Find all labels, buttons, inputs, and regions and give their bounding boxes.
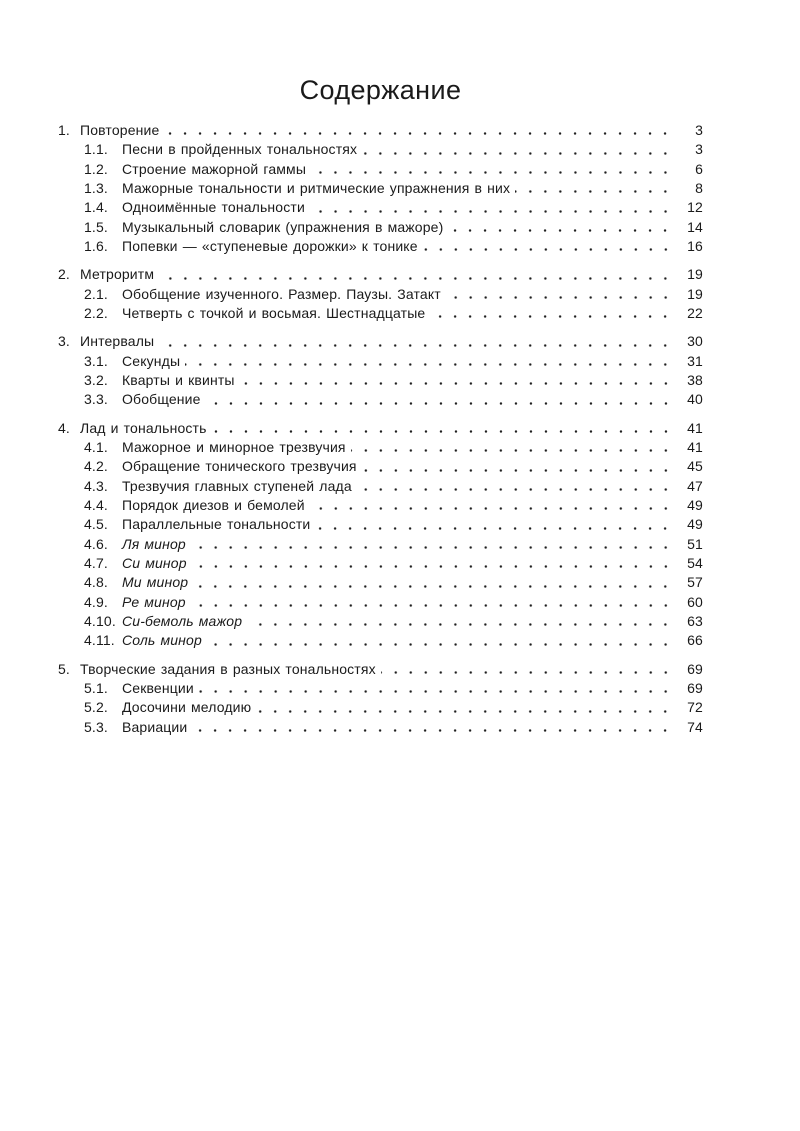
entry-page: 14 (687, 218, 703, 235)
entry-page: 12 (687, 199, 703, 216)
entry-page: 41 (687, 438, 703, 455)
entry-title: Одноимённые тональности (122, 199, 305, 216)
toc-entry (58, 660, 703, 679)
page-title: Содержание (299, 75, 462, 105)
toc-entry (58, 304, 703, 323)
toc-section (58, 265, 703, 323)
dot-leader (311, 160, 677, 179)
entry-page: 8 (695, 179, 703, 196)
toc-section (58, 660, 703, 737)
entry-number: 5. (58, 660, 70, 677)
toc-entry (58, 698, 703, 717)
dot-leader (159, 332, 677, 351)
entry-page: 22 (687, 304, 703, 321)
entry-number: 3. (58, 333, 70, 350)
entry-number: 4.8. (84, 574, 108, 591)
toc-section (58, 121, 703, 256)
entry-title: Си-бемоль мажор (122, 612, 243, 629)
dot-leader (362, 457, 677, 476)
toc-list (58, 121, 703, 737)
entry-page: 63 (687, 612, 703, 629)
entry-title: Параллельные тональности (122, 516, 311, 533)
toc-entry (58, 438, 703, 457)
entry-page: 38 (687, 371, 703, 388)
entry-number: 4.5. (84, 516, 108, 533)
entry-number: 2.1. (84, 285, 108, 302)
toc-entry (58, 679, 703, 698)
dot-leader (240, 371, 677, 390)
entry-page: 51 (687, 535, 703, 552)
dot-leader (381, 660, 677, 679)
entry-page: 45 (687, 458, 703, 475)
entry-title: Си минор (122, 554, 187, 571)
dot-leader (515, 179, 677, 198)
entry-page: 74 (687, 718, 703, 735)
entry-page: 47 (687, 477, 703, 494)
toc-entry (58, 390, 703, 409)
dot-leader (185, 352, 677, 371)
entry-number: 3.1. (84, 352, 108, 369)
dot-leader (247, 612, 677, 631)
toc-entry (58, 332, 703, 351)
dot-leader (206, 390, 677, 409)
entry-number: 1.4. (84, 199, 108, 216)
toc-section (58, 332, 703, 409)
dot-leader (362, 140, 677, 159)
entry-title: Мажорные тональности и ритмические упражнения в них (122, 179, 511, 196)
entry-page: 66 (687, 632, 703, 649)
entry-number: 4. (58, 419, 70, 436)
toc-entry (58, 477, 703, 496)
toc-entry (58, 718, 703, 737)
toc-entry (58, 371, 703, 390)
entry-number: 3.2. (84, 371, 108, 388)
toc-entry (58, 419, 703, 438)
entry-page: 69 (687, 679, 703, 696)
entry-title: Ми минор (122, 574, 189, 591)
toc-entry (58, 554, 703, 573)
entry-title: Кварты и квинты (122, 371, 235, 388)
toc-entry (58, 496, 703, 515)
entry-page: 41 (687, 419, 703, 436)
toc-document (58, 0, 703, 737)
entry-page: 30 (687, 333, 703, 350)
dot-leader (310, 198, 677, 217)
toc-entry (58, 631, 703, 650)
entry-number: 4.6. (84, 535, 108, 552)
entry-page: 31 (687, 352, 703, 369)
entry-title: Лад и тональность (80, 419, 207, 436)
entry-number: 4.10. (84, 612, 116, 629)
entry-title: Творческие задания в разных тональностях (80, 660, 376, 677)
dot-leader (212, 419, 677, 438)
entry-title: Соль минор (122, 632, 202, 649)
entry-title: Музыкальный словарик (упражнения в мажоре) (122, 218, 444, 235)
dot-leader (191, 593, 677, 612)
entry-number: 4.3. (84, 477, 108, 494)
entry-number: 4.1. (84, 438, 108, 455)
entry-number: 2. (58, 266, 70, 283)
dot-leader (351, 438, 677, 457)
dot-leader (191, 535, 677, 554)
entry-number: 1.1. (84, 141, 108, 158)
toc-entry (58, 218, 703, 237)
entry-title: Строение мажорной гаммы (122, 160, 307, 177)
toc-entry (58, 593, 703, 612)
entry-number: 1.3. (84, 179, 108, 196)
entry-page: 19 (687, 285, 703, 302)
entry-title: Интервалы (80, 333, 155, 350)
toc-entry (58, 515, 703, 534)
dot-leader (315, 515, 677, 534)
entry-title: Ля минор (122, 535, 186, 552)
entry-number: 4.9. (84, 593, 108, 610)
dot-leader (207, 631, 677, 650)
entry-number: 4.7. (84, 554, 108, 571)
entry-page: 3 (695, 141, 703, 158)
toc-entry (58, 198, 703, 217)
entry-page: 57 (687, 574, 703, 591)
toc-entry (58, 265, 703, 284)
toc-section (58, 419, 703, 651)
entry-number: 4.11. (84, 632, 115, 649)
entry-title: Вариации (122, 718, 188, 735)
entry-title: Метроритм (80, 266, 155, 283)
entry-number: 1.5. (84, 218, 108, 235)
entry-number: 5.3. (84, 718, 108, 735)
dot-leader (446, 285, 677, 304)
entry-title: Порядок диезов и бемолей (122, 496, 305, 513)
entry-title: Трезвучия главных ступеней лада (122, 477, 352, 494)
entry-title: Секунды (122, 352, 181, 369)
entry-title: Секвенции (122, 679, 194, 696)
dot-leader (192, 718, 677, 737)
toc-entry (58, 457, 703, 476)
toc-entry (58, 160, 703, 179)
dot-leader (256, 698, 677, 717)
entry-title: Обращение тонического трезвучия (122, 458, 357, 475)
entry-page: 72 (687, 699, 703, 716)
entry-number: 4.2. (84, 458, 108, 475)
toc-entry (58, 352, 703, 371)
entry-title: Обобщение (122, 391, 201, 408)
entry-number: 1. (58, 122, 70, 138)
dot-leader (159, 265, 677, 284)
entry-number: 1.2. (84, 160, 108, 177)
entry-page: 49 (687, 496, 703, 513)
entry-page: 49 (687, 516, 703, 533)
entry-title: Четверть с точкой и восьмая. Шестнадцатые (122, 304, 426, 321)
dot-leader (310, 496, 677, 515)
toc-entry (58, 573, 703, 592)
entry-number: 2.2. (84, 304, 108, 321)
entry-title: Мажорное и минорное трезвучия (122, 438, 346, 455)
entry-title: Попевки — «ступеневые дорожки» к тонике (122, 237, 418, 254)
entry-title: Повторение (80, 122, 160, 138)
toc-entry (58, 237, 703, 256)
entry-page: 19 (687, 266, 703, 283)
entry-title: Ре минор (122, 593, 186, 610)
entry-number: 3.3. (84, 391, 108, 408)
entry-page: 3 (695, 122, 703, 138)
entry-title: Досочини мелодию (122, 699, 252, 716)
entry-number: 5.2. (84, 699, 108, 716)
toc-entry (58, 121, 703, 140)
toc-entry (58, 535, 703, 554)
dot-leader (423, 237, 677, 256)
toc-entry (58, 179, 703, 198)
dot-leader (448, 218, 677, 237)
dot-leader (357, 477, 677, 496)
entry-page: 16 (687, 237, 703, 254)
entry-page: 6 (695, 160, 703, 177)
toc-entry (58, 140, 703, 159)
entry-page: 40 (687, 391, 703, 408)
entry-number: 1.6. (84, 237, 108, 254)
entry-page: 54 (687, 554, 703, 571)
dot-leader (199, 679, 677, 698)
entry-title: Песни в пройденных тональностях (122, 141, 358, 158)
entry-title: Обобщение изученного. Размер. Паузы. Затакт (122, 285, 441, 302)
entry-number: 4.4. (84, 496, 108, 513)
dot-leader (164, 121, 677, 140)
toc-entry (58, 612, 703, 631)
entry-page: 69 (687, 660, 703, 677)
dot-leader (192, 554, 677, 573)
dot-leader (193, 573, 677, 592)
dot-leader (430, 304, 677, 323)
entry-number: 5.1. (84, 679, 108, 696)
toc-entry (58, 285, 703, 304)
entry-page: 60 (687, 593, 703, 610)
